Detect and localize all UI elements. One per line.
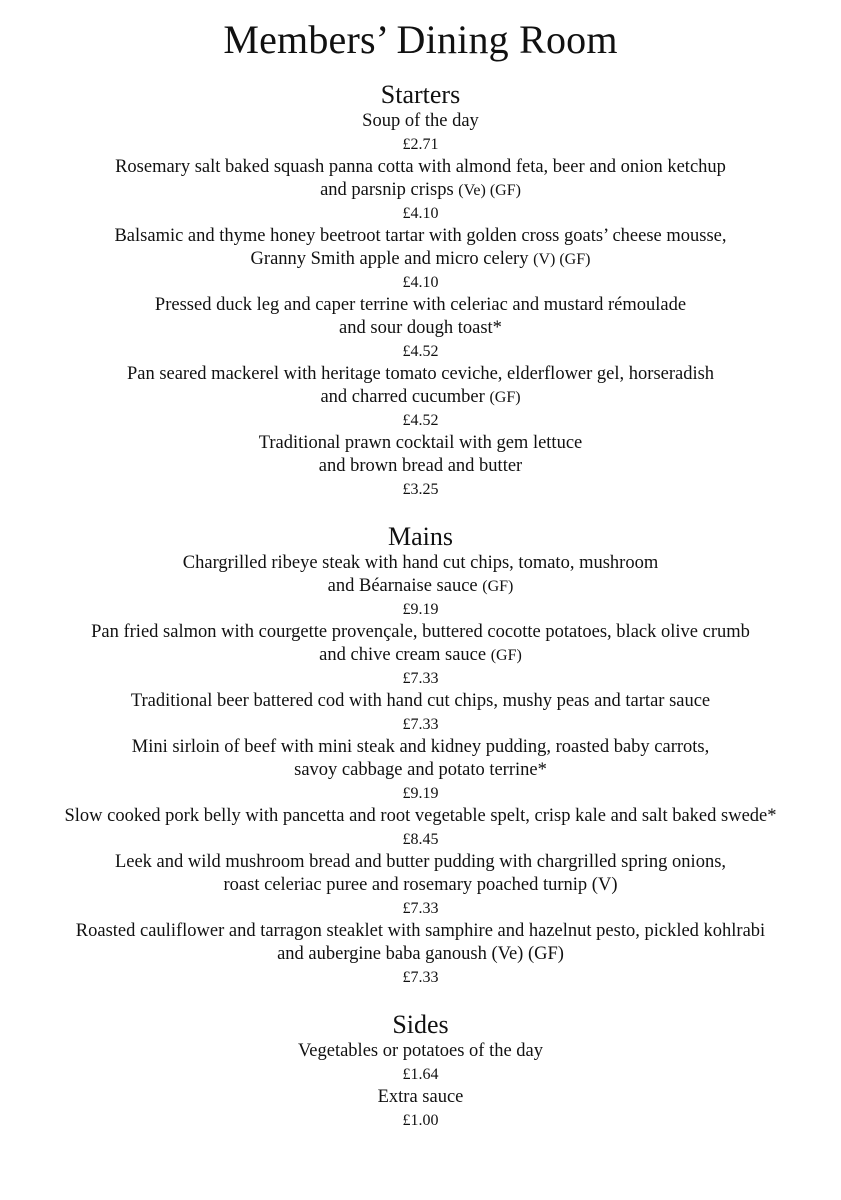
item-description-text: Granny Smith apple and micro celery — [250, 249, 529, 269]
item-description-text: and parsnip crisps — [320, 180, 454, 200]
item-description-line — [0, 432, 841, 455]
item-price: £9.19 — [402, 785, 439, 802]
item-price: £4.52 — [402, 412, 439, 429]
item-description-text: and sour dough toast* — [339, 318, 502, 338]
item-description-line — [0, 455, 841, 478]
menu-item — [0, 690, 841, 736]
item-description-text: Pressed duck leg and caper terrine with celeriac and mustard rémoulade — [154, 295, 687, 315]
item-price: £1.00 — [402, 1112, 439, 1129]
menu-item — [0, 225, 841, 294]
section-spacer — [0, 501, 841, 522]
menu-item — [0, 621, 841, 690]
item-price: £4.52 — [402, 343, 439, 360]
dietary-tags: (GF) — [490, 647, 522, 664]
item-description-line — [0, 920, 841, 943]
dietary-tags: (GF) — [489, 389, 521, 406]
item-price: £7.33 — [402, 969, 439, 986]
item-description-line — [0, 644, 841, 667]
item-description-line — [0, 110, 841, 133]
item-description-line — [0, 156, 841, 179]
item-description-line — [0, 552, 841, 575]
item-description-text: and brown bread and butter — [318, 456, 523, 476]
item-description-line — [0, 386, 841, 409]
dietary-tags: (V) (GF) — [533, 251, 591, 268]
menu-item — [0, 736, 841, 805]
item-price: £1.64 — [402, 1066, 439, 1083]
menu-item — [0, 851, 841, 920]
item-description-text: savoy cabbage and potato terrine* — [294, 760, 547, 780]
menu-section-mains — [0, 522, 841, 989]
item-description-text: Rosemary salt baked squash panna cotta with almond feta, beer and onion ketchup — [115, 157, 726, 177]
item-description-text: Roasted cauliflower and tarragon steaklet with samphire and hazelnut pesto, pickled kohlrabi — [75, 921, 766, 941]
menu-item — [0, 552, 841, 621]
menu-item — [0, 363, 841, 432]
menu-item — [0, 1086, 841, 1132]
item-description-line — [0, 317, 841, 340]
item-price: £4.10 — [402, 205, 439, 222]
item-price: £2.71 — [402, 136, 439, 153]
item-price: £4.10 — [402, 274, 439, 291]
section-heading: Sides — [392, 1010, 449, 1039]
menu-item — [0, 920, 841, 989]
menu-item — [0, 110, 841, 156]
menu-section-starters — [0, 80, 841, 501]
item-description-text: Chargrilled ribeye steak with hand cut chips, tomato, mushroom — [182, 553, 659, 573]
menu-item — [0, 432, 841, 501]
item-description-text: Pan seared mackerel with heritage tomato ceviche, elderflower gel, horseradish — [126, 364, 715, 384]
item-description-line — [0, 248, 841, 271]
item-description-line — [0, 575, 841, 598]
item-description-text: Extra sauce — [377, 1087, 464, 1107]
item-description-line — [0, 363, 841, 386]
item-price: £7.33 — [402, 670, 439, 687]
section-heading: Starters — [380, 80, 461, 109]
item-description-line — [0, 759, 841, 782]
menu-item — [0, 294, 841, 363]
item-description-line — [0, 1040, 841, 1063]
item-description-line — [0, 690, 841, 713]
item-description-text: Traditional prawn cocktail with gem lettuce — [258, 433, 583, 453]
item-description-text: and charred cucumber — [320, 387, 485, 407]
item-description-line — [0, 874, 841, 897]
item-description-line — [0, 225, 841, 248]
dietary-tags: (Ve) (GF) — [458, 182, 521, 199]
item-description-line — [0, 294, 841, 317]
dietary-tags: (GF) — [482, 578, 514, 595]
item-description-line — [0, 805, 841, 828]
item-description-line — [0, 621, 841, 644]
menu-item — [0, 1040, 841, 1086]
item-description-line — [0, 179, 841, 202]
section-spacer — [0, 989, 841, 1010]
item-description-text: and Béarnaise sauce — [327, 576, 478, 596]
item-description-text: and aubergine baba ganoush (Ve) (GF) — [277, 944, 564, 964]
item-price: £7.33 — [402, 900, 439, 917]
item-price: £3.25 — [402, 481, 439, 498]
item-description-text: Mini sirloin of beef with mini steak and kidney pudding, roasted baby carrots, — [131, 737, 710, 757]
item-price: £9.19 — [402, 601, 439, 618]
item-description-text: roast celeriac puree and rosemary poached turnip (V) — [223, 875, 618, 895]
menu-item — [0, 805, 841, 851]
item-description-line — [0, 943, 841, 966]
item-description-text: Slow cooked pork belly with pancetta and root vegetable spelt, crisp kale and salt baked swede* — [64, 806, 777, 826]
item-price: £8.45 — [402, 831, 439, 848]
item-description-text: Leek and wild mushroom bread and butter pudding with chargrilled spring onions, — [114, 852, 727, 872]
item-description-line — [0, 1086, 841, 1109]
item-description-text: Soup of the day — [362, 111, 479, 131]
item-description-text: and chive cream sauce — [319, 645, 487, 665]
page-title: Members’ Dining Room — [223, 17, 618, 62]
item-description-text: Balsamic and thyme honey beetroot tartar with golden cross goats’ cheese mousse, — [114, 226, 727, 246]
menu-item — [0, 156, 841, 225]
item-description-text: Pan fried salmon with courgette provençale, buttered cocotte potatoes, black olive crumb — [91, 622, 750, 642]
item-description-text: Vegetables or potatoes of the day — [297, 1041, 544, 1061]
item-description-line — [0, 736, 841, 759]
section-heading: Mains — [388, 522, 453, 551]
menu-sections — [0, 80, 841, 1132]
menu-section-sides — [0, 1010, 841, 1132]
item-description-line — [0, 851, 841, 874]
item-price: £7.33 — [402, 716, 439, 733]
item-description-text: Traditional beer battered cod with hand cut chips, mushy peas and tartar sauce — [130, 691, 711, 711]
